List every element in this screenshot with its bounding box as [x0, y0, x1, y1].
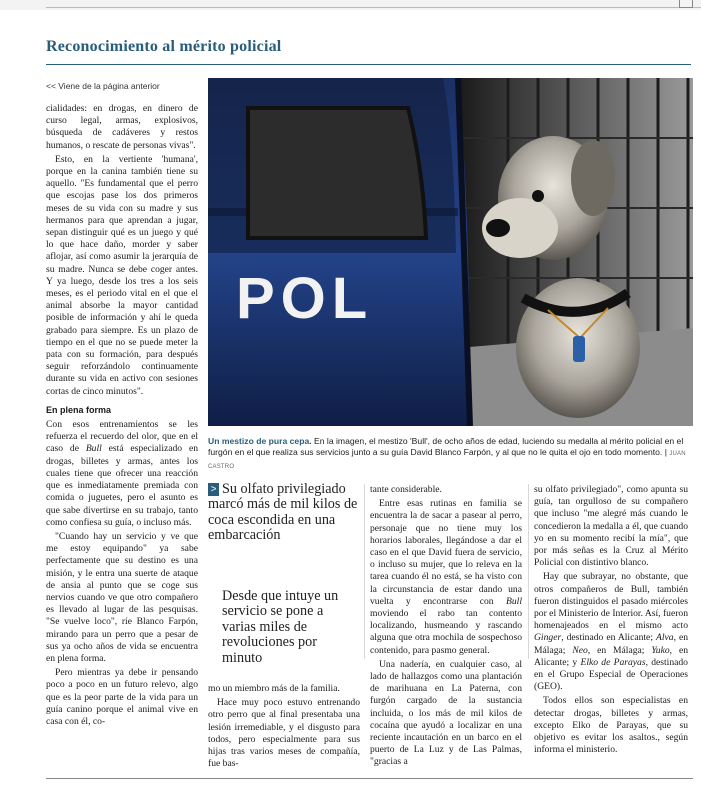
- news-photo-dog-in-police-van: [208, 78, 693, 426]
- caption-separator: |: [664, 447, 670, 457]
- title-rule: [46, 64, 691, 65]
- paragraph: Todos ellos son especialistas en detectar drogas, billetes y armas, excepto Elko de Parayas, que su objetivo es evitar los asaltos., según informa el ministerio.: [534, 695, 688, 756]
- photo-illustration: [208, 78, 693, 426]
- caption-text: En la imagen, el mestizo 'Bull', de ocho años de edad, luciendo su medalla al mérito policial en el furgón en el que realiza sus servicios junto a su guía David Blanco Farpón, y al que no le quita el ojo en todo momento.: [208, 436, 684, 457]
- column-divider: [528, 484, 529, 659]
- chevron-right-icon: >: [208, 483, 219, 496]
- paragraph: tante considerable.: [370, 484, 442, 495]
- page-top-strip: [0, 0, 701, 10]
- paragraph: Una nadería, en cualquier caso, al lado de hallazgos como una plantación de marihuana en La Paterna, con furgón cargado de la sustancia incluida, o los más de mil kilos de cocaína que ayudó a localizar en una reciente incautación en un barco en el puerto de La Luz y de Las Palmas, "gracias a: [370, 658, 522, 768]
- subheading: En plena forma: [46, 404, 112, 415]
- paragraph: cialidades: en drogas, en dinero de curso legal, armas, explosivos, búsqueda de cadáveres y restos humanos, o rescate de personas vivas".: [46, 103, 198, 151]
- paragraph: Entre esas rutinas en familia se encuentra la de sacar a pasear al perro, personaje que no tiene muy los horarios laborales, llegándose a dar el caso en el que David fuera de servicio, o incluso su mujer, que lo releva en la tarea cuando él no está, se ha visto con la circunstancia de estar dando una vuelta y encontrarse con Bull moviendo el rabo tan contento localizando, husmeando y rascando alguna que otra mochila de sospechoso contenido, para pasmo general.: [370, 498, 522, 656]
- van-lettering: POL: [236, 266, 374, 331]
- top-rule: [46, 7, 701, 8]
- photo-credit: JUAN CASTRO: [208, 451, 686, 470]
- pull-quote-2: Desde que intuye un servicio se pone a varias miles de revoluciones por minuto: [222, 588, 339, 666]
- article-column-3: [370, 484, 522, 771]
- pull-quote-1: [208, 482, 358, 544]
- continued-from-label: << Viene de la página anterior: [46, 81, 160, 91]
- article-column-1: [46, 103, 198, 730]
- corner-box: [679, 0, 693, 8]
- paragraph: Hace muy poco estuvo entrenando otro perro que al final presentaba una lesión irremediable, y el disgusto para todos, pero especialmente para sus hijas tras varios meses de compañía, fue bas-: [208, 697, 360, 770]
- column-divider: [364, 484, 365, 659]
- paragraph: "Cuando hay un servicio y ve que me estoy equipando" ya sabe perfectamente que su destino es una misión, y le entra una suerte de ataque de ansia al punto que se coge sus nervios cuando ve que otro compañero es llevado al lugar de las pesquisas. "Se vuelve loco", ríe Blanco Farpón, mirando para un perro que a pesar de sus ya ocho años de vida se encuentra en plena forma.: [46, 530, 198, 664]
- paragraph: mo un miembro más de la familia.: [208, 683, 340, 694]
- paragraph: Pero mientras ya debe ir pensando poco a poco en un futuro relevo, algo que es la peor parte de la vida para un guía canino porque el animal vive en casa con él, co-: [46, 667, 198, 727]
- photo-caption: [208, 436, 693, 473]
- paragraph: Con esos entrenamientos se les refuerza el recuerdo del olor, que en el caso de Bull está especializado en drogas, billetes y armas, antes los cuales tiene que ofrecer una reacción que es inmediatamente premiada con comida o juguetes, pero el asunto es que sabe divertirse en su trabajo, tanto como confiesa su guía, o incluso más.: [46, 419, 198, 528]
- section-title: Reconocimiento al mérito policial: [46, 38, 282, 55]
- paragraph: Esto, en la vertiente 'humana', porque en la canina también tiene su aquello. "Es fundamental que el perro que escojas pase los dos primeros meses de su vida con su madre y sus hermanos para que aprendan a jugar, sepan distinguir qué es un juego y qué lo que hace daño, morder y saber aflojar, así como asumir la jerarquía de su madre. Nunca se debe coger antes. Y ya luego, desde los tres a los seis meses, es el periodo vital en el que el animal absorbe la mayor cantidad posible de información y ahí le queda grabado para siempre. Es un plazo de tiempo en el que no se puede meter la pata con su formación, para después seguir reforzándolo continuamente durante su vida en activo con sesiones cortas de cinco minutos".: [46, 153, 198, 397]
- bottom-rule: [46, 778, 693, 779]
- paragraph: Hay que subrayar, no obstante, que otros compañeros de Bull, también fueron distinguidos el pasado miércoles por el Ministerio de Interior. Así, fueron homenajeados en el mismo acto Ginger, destinado en Alicante; Alva, en Málaga; Neo, en Málaga; Yuko, en Alicante; y Elko de Parayas, destinado en el Grupo Especial de Operaciones (GEO).: [534, 571, 689, 693]
- pull-quote-text: Su olfato privilegiado marcó más de mil kilos de coca escondida en una embarcación: [208, 481, 358, 544]
- caption-lead: Un mestizo de pura cepa.: [208, 436, 312, 446]
- article-column-4: [534, 484, 688, 758]
- paragraph: su olfato privilegiado", como apunta su guía, tan orgulloso de su compañero que incluso "me alegré más cuando le concedieron la medalla a él, que cuando yo en su momento recibí la mía", que por más señas es la Cruz al Mérito Policial con distintivo blanco.: [534, 484, 688, 569]
- article-column-2: [208, 683, 360, 772]
